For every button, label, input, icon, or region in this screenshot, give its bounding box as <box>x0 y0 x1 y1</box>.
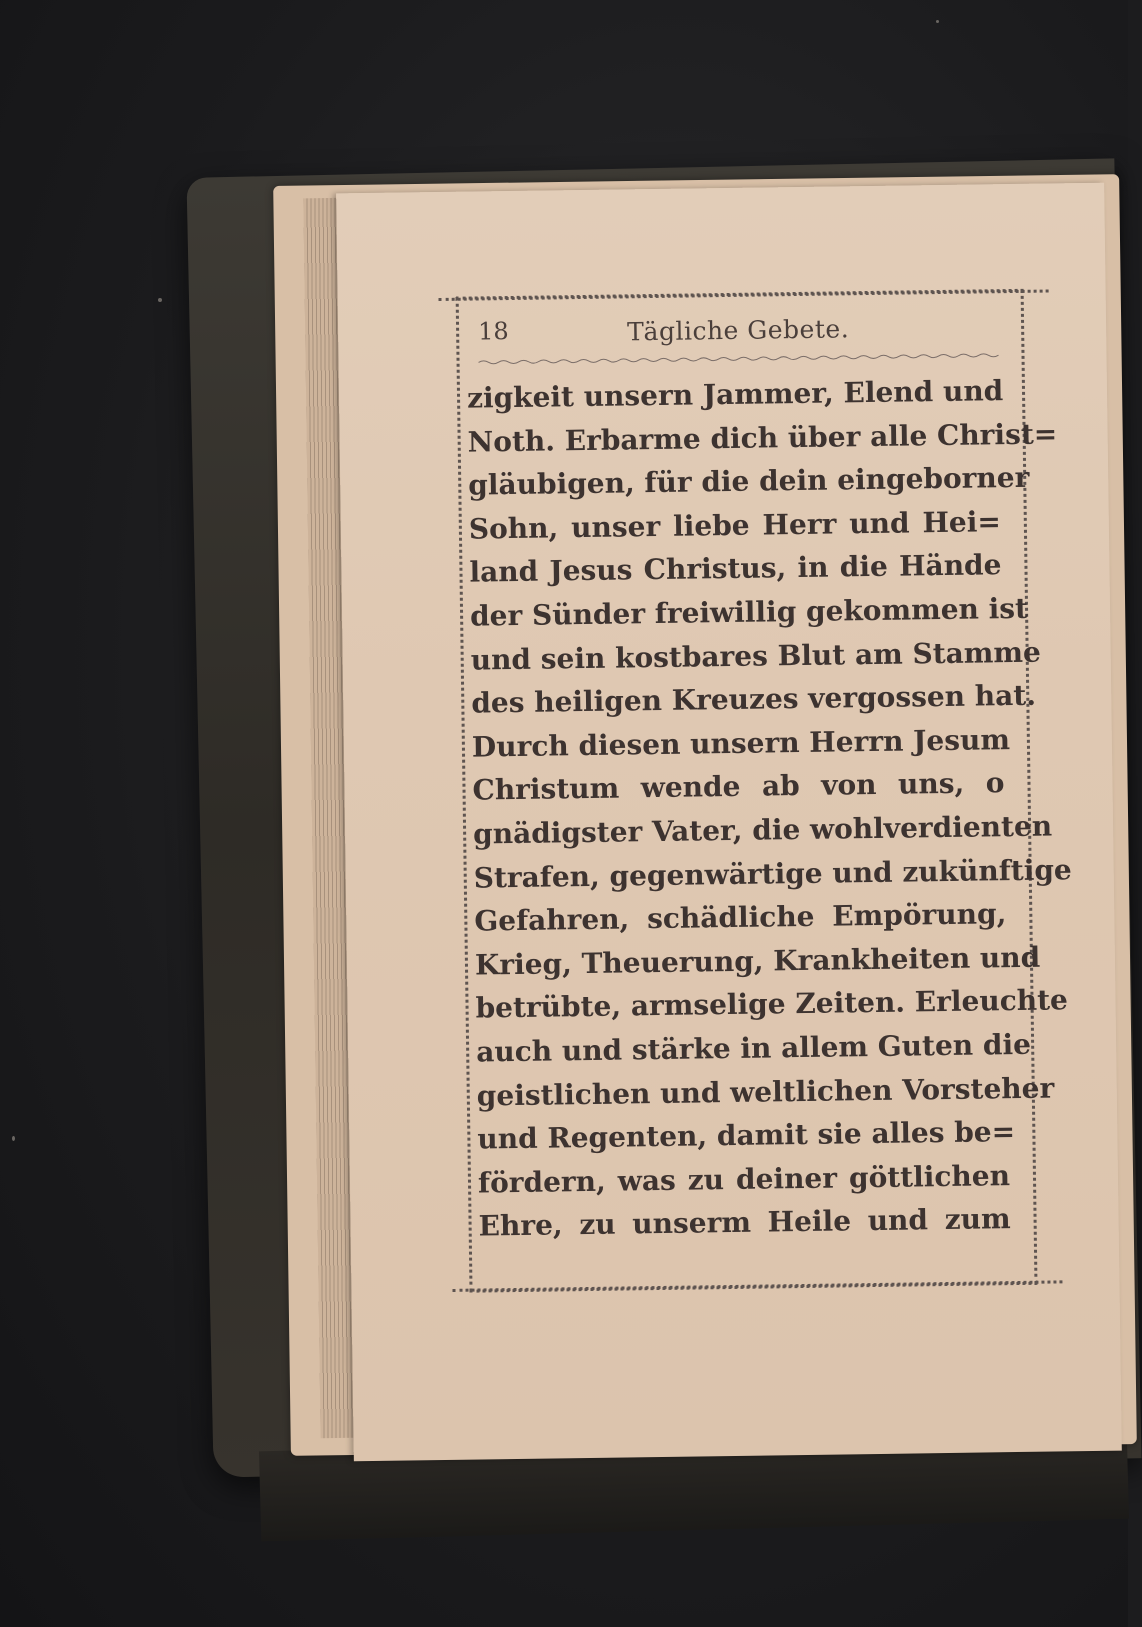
text-line: Krieg, Theuerung, Krankheiten und <box>474 940 1041 982</box>
text-line: Noth. Erbarme dich über alle Christ= <box>467 416 1058 459</box>
running-title: Tägliche Gebete. <box>626 314 850 347</box>
dust-speck <box>158 298 162 302</box>
page-number: 18 <box>477 317 509 346</box>
prayer-text <box>466 369 1072 1248</box>
text-line: auch und stärke in allem Guten die <box>475 1027 1032 1069</box>
dust-speck <box>12 1136 15 1141</box>
book-page <box>336 183 1122 1462</box>
text-line: der Sünder freiwillig gekommen ist <box>469 591 1029 633</box>
page-header <box>478 308 999 355</box>
text-line: Strafen, gegenwärtige und zukünftige <box>473 852 1072 895</box>
text-line: und Regenten, damit sie alles be= <box>477 1115 1016 1156</box>
text-line: und sein kostbares Blut am Stamme <box>470 635 1042 677</box>
text-line: gnädigster Vater, die wohlverdienten <box>472 809 1053 851</box>
text-line: des heiligen Kreuzes vergossen hat. <box>471 678 1037 720</box>
text-line: gläubigen, für die dein eingeborner <box>468 460 1030 502</box>
text-line: Christum wende ab von uns, o <box>472 766 1005 807</box>
text-line: betrübte, armselige Zeiten. Erleuchte <box>475 983 1069 1025</box>
text-line: zigkeit unsern Jammer, Elend und <box>466 374 1004 415</box>
text-line: Ehre, zu unserm Heile und zum <box>478 1202 1011 1243</box>
text-line: fördern, was zu deiner göttlichen <box>477 1158 1011 1200</box>
dust-speck <box>936 20 939 23</box>
text-line: Sohn, unser liebe Herr und Hei= <box>468 504 1002 546</box>
text-line: Durch diesen unsern Herrn Jesum <box>471 722 1011 764</box>
text-line: Gefahren, schädliche Empörung, <box>474 897 1007 938</box>
text-line: geistlichen und weltlichen Vorsteher <box>476 1070 1055 1113</box>
text-line: land Jesus Christus, in die Hände <box>469 548 1002 589</box>
